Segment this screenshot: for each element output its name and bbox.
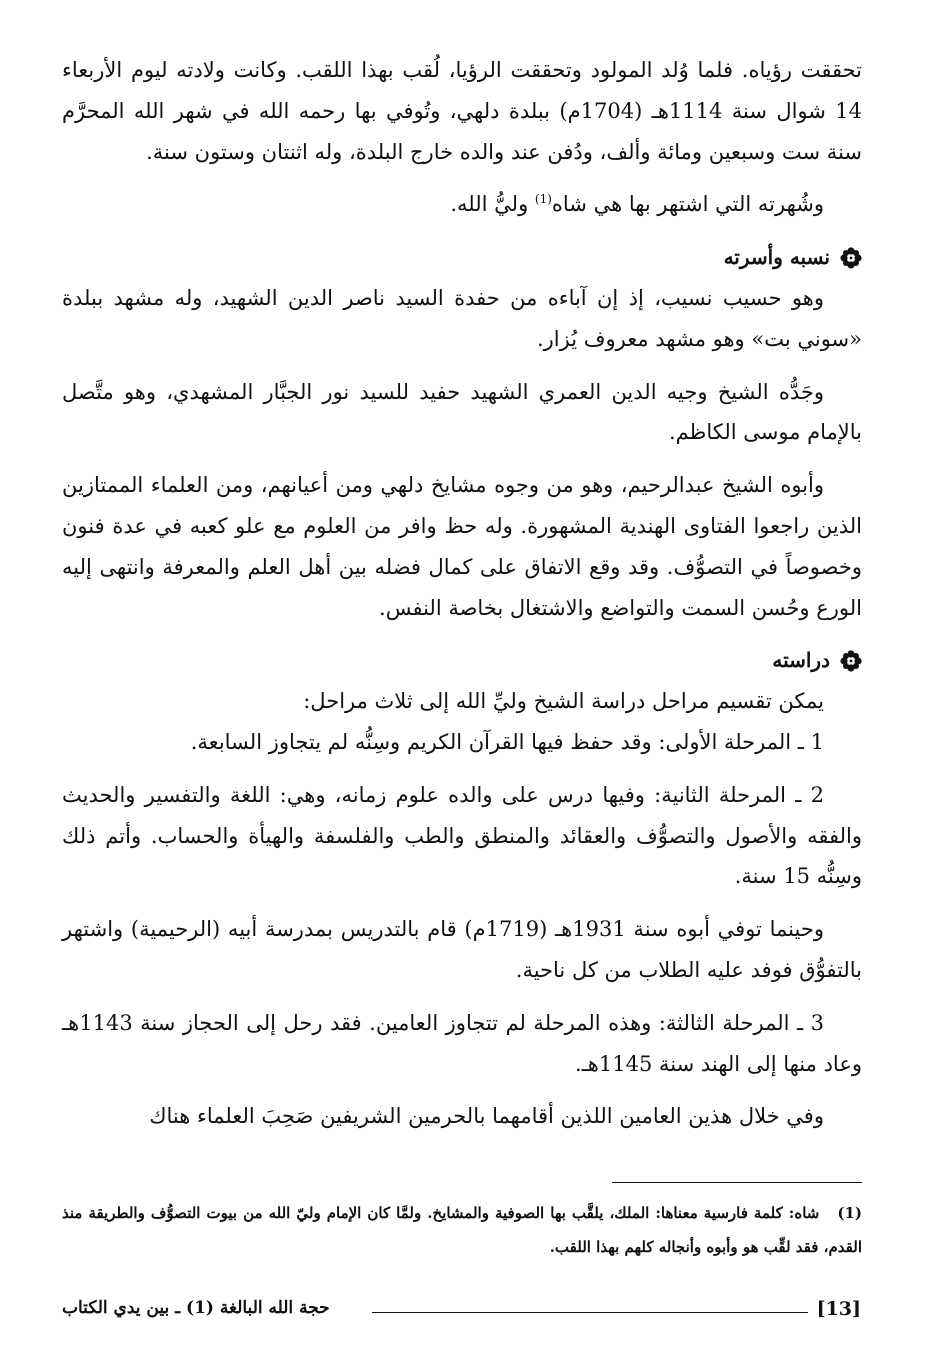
footer-divider xyxy=(372,1312,808,1313)
paragraph-lineage: وهو حسيب نسيب، إذ إن آباءه من حفدة السيد ناصر الدين الشهيد، وله مشهد ببلدة «سوني بت» وهو مشهد معروف يُزار. xyxy=(62,285,862,351)
heading-lineage-label: نسبه وأسرته xyxy=(723,245,830,270)
heading-study-label: دراسته xyxy=(772,648,830,673)
paragraph-stage-one: 1 ـ المرحلة الأولى: وقد حفظ فيها القرآن الكريم وسِنُّه لم يتجاوز السابعة. xyxy=(190,729,824,754)
flower-ornament-icon xyxy=(840,247,862,269)
page-number: [13] xyxy=(816,1298,861,1320)
paragraph-birth: تحققت رؤياه. فلما وُلد المولود وتحققت الرؤيا، لُقب بهذا اللقب. وكانت ولادته ليوم الأربعاء 14 شوال سنة 1114هـ (1704م) ببلدة دلهي، وتُوفي بها رحمه الله في شهر الله المحرَّم سنة ست وسبعين ومائة وألف، ودُفن عند والده خارج البلدة، وله اثنتان وستون سنة. xyxy=(62,58,862,164)
footnote-text: شاه: كلمة فارسية معناها: الملك، يلقَّب بها الصوفية والمشايخ. ولمَّا كان الإمام وليّ الله من بيوت التصوُّف والطريقة منذ القدم، فقد لقِّب هو وأبوه وأنجاله كلهم بهذا اللقب. xyxy=(62,1204,862,1256)
running-title: حجة الله البالغة (1) ـ بين يدي الكتاب xyxy=(62,1298,330,1318)
footnote-reference[interactable]: (1) xyxy=(534,192,552,207)
paragraph-teaching: وحينما توفي أبوه سنة 1931هـ (1719م) قام بالتدريس بمدرسة أبيه (الرحيمية) واشتهر بالتفوُّق فوفد عليه الطلاب من كل ناحية. xyxy=(62,917,862,982)
paragraph-father: وأبوه الشيخ عبدالرحيم، وهو من وجوه مشايخ دلهي ومن أعيانهم، ومن العلماء الممتازين الذين راجعوا الفتاوى الهندية المشهورة. وله حظ وافر من العلوم مع علو كعبه في عدة فنون وخصوصاً في التصوُّف. وقد وقع الاتفاق على كمال فضله بين أهل العلم والمعرفة وانتهى إليه الورع وحُسن السمت والتواضع والاشتغال بخاصة النفس. xyxy=(62,473,862,620)
fame-text: وشُهرته التي اشتهر بها هي شاه xyxy=(551,192,824,217)
paragraph-stage-two: 2 ـ المرحلة الثانية: وفيها درس على والده علوم زمانه، وهي: اللغة والتفسير والحديث والفقه والأصول والتصوُّف والعقائد والمنطق والطب والفلسفة والهيأة والحساب. وأتم ذلك وسِنُّه 15 سنة. xyxy=(62,782,862,889)
paragraph-stage-three: 3 ـ المرحلة الثالثة: وهذه المرحلة لم تتجاوز العامين. فقد رحل إلى الحجاز سنة 1143هـ وعاد منها إلى الهند سنة 1145هـ. xyxy=(62,1010,862,1076)
footnote-number: (1) xyxy=(837,1204,862,1222)
paragraph-study-intro: يمكن تقسيم مراحل دراسة الشيخ وليِّ الله إلى ثلاث مراحل: xyxy=(303,689,824,714)
footnote xyxy=(62,1196,862,1264)
flower-ornament-icon xyxy=(840,650,862,672)
section-heading-study xyxy=(62,640,862,681)
paragraph-fame xyxy=(62,184,862,225)
footnote-divider xyxy=(612,1182,862,1183)
fame-text-end: وليُّ الله. xyxy=(450,192,535,217)
paragraph-haramain: وفي خلال هذين العامين اللذين أقامهما بالحرمين الشريفين صَحِبَ العلماء هناك xyxy=(149,1104,824,1129)
section-heading-lineage xyxy=(62,237,862,278)
main-text xyxy=(62,50,862,1137)
paragraph-grandfather: وجَدُّه الشيخ وجيه الدين العمري الشهيد حفيد للسيد نور الجبَّار المشهدي، وهو متَّصل بالإمام موسى الكاظم. xyxy=(62,379,862,445)
